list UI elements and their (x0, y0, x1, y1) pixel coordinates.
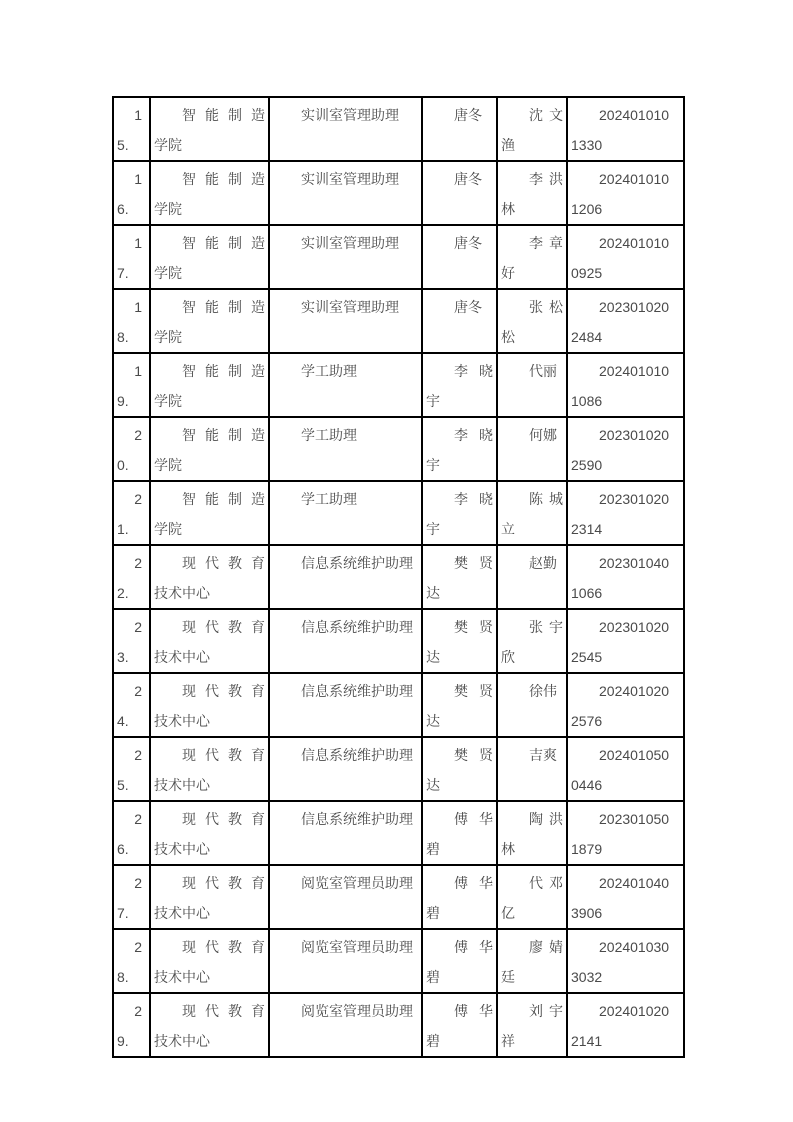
cell-line: 202301020 (599, 427, 670, 443)
cell-line: 傅华 (454, 875, 493, 891)
cell-line: 4. (117, 713, 129, 729)
cell-student-name (497, 609, 567, 673)
cell-line: 1206 (571, 201, 603, 217)
cell-line: 现代教育 (182, 1003, 265, 1019)
cell-student-name (497, 161, 567, 225)
cell-student-name (497, 801, 567, 865)
cell-line: 1879 (571, 841, 603, 857)
cell-department (150, 929, 269, 993)
cell-line: 2576 (571, 713, 603, 729)
cell-position (269, 673, 422, 737)
cell-line: 202401030 (599, 939, 670, 955)
cell-line: 技术中心 (154, 841, 210, 857)
cell-position (269, 801, 422, 865)
cell-line: 实训室管理助理 (301, 171, 399, 187)
cell-row-number (113, 801, 150, 865)
cell-line: 林 (501, 841, 515, 857)
cell-line: 2314 (571, 521, 603, 537)
cell-line: 李晓 (454, 427, 493, 443)
cell-line: 1 (134, 107, 142, 123)
cell-line: 宇 (426, 457, 440, 473)
cell-student-id (567, 481, 684, 545)
cell-row-number (113, 161, 150, 225)
table-row (113, 289, 684, 353)
cell-line: 202301050 (599, 811, 670, 827)
cell-line: 智能制造 (182, 363, 265, 379)
cell-line: 阅览室管理员助理 (301, 939, 413, 955)
cell-line: 达 (426, 777, 440, 793)
cell-line: 碧 (426, 841, 440, 857)
cell-line: 实训室管理助理 (301, 235, 399, 251)
cell-line: 亿 (501, 905, 515, 921)
cell-line: 张宇 (529, 619, 563, 635)
cell-line: 宇 (426, 393, 440, 409)
cell-line: 李晓 (454, 491, 493, 507)
cell-department (150, 801, 269, 865)
cell-line: 智能制造 (182, 107, 265, 123)
cell-line: 学院 (154, 457, 182, 473)
cell-department (150, 865, 269, 929)
table-row (113, 929, 684, 993)
table-row (113, 865, 684, 929)
cell-line: 202301020 (599, 619, 670, 635)
cell-line: 1 (134, 363, 142, 379)
cell-row-number (113, 609, 150, 673)
cell-line: 1 (134, 299, 142, 315)
cell-row-number (113, 545, 150, 609)
cell-line: 2484 (571, 329, 603, 345)
cell-row-number (113, 481, 150, 545)
cell-supervisor (422, 161, 497, 225)
cell-line: 技术中心 (154, 713, 210, 729)
cell-department (150, 993, 269, 1057)
cell-department (150, 673, 269, 737)
cell-line: 碧 (426, 969, 440, 985)
cell-row-number (113, 417, 150, 481)
cell-department (150, 545, 269, 609)
cell-student-name (497, 353, 567, 417)
cell-line: 技术中心 (154, 969, 210, 985)
cell-line: 唐冬 (454, 171, 482, 187)
cell-line: 达 (426, 585, 440, 601)
cell-line: 信息系统维护助理 (301, 555, 413, 571)
cell-line: 廷 (501, 969, 515, 985)
cell-student-id (567, 929, 684, 993)
cell-supervisor (422, 673, 497, 737)
cell-line: 2 (134, 619, 142, 635)
cell-student-id (567, 993, 684, 1057)
cell-line: 现代教育 (182, 747, 265, 763)
cell-department (150, 417, 269, 481)
cell-line: 2141 (571, 1033, 603, 1049)
cell-line: 2 (134, 939, 142, 955)
cell-department (150, 161, 269, 225)
cell-line: 智能制造 (182, 427, 265, 443)
cell-line: 7. (117, 265, 129, 281)
cell-position (269, 737, 422, 801)
cell-line: 202401010 (599, 107, 670, 123)
cell-line: 何娜 (529, 427, 557, 443)
cell-line: 5. (117, 777, 129, 793)
cell-supervisor (422, 289, 497, 353)
cell-line: 宇 (426, 521, 440, 537)
cell-line: 樊贤 (454, 683, 493, 699)
cell-department (150, 289, 269, 353)
cell-line: 技术中心 (154, 585, 210, 601)
cell-line: 立 (501, 521, 515, 537)
table-row (113, 417, 684, 481)
table-row (113, 609, 684, 673)
cell-line: 欣 (501, 649, 515, 665)
cell-line: 202301020 (599, 491, 670, 507)
cell-line: 信息系统维护助理 (301, 619, 413, 635)
cell-student-id (567, 97, 684, 161)
cell-line: 技术中心 (154, 905, 210, 921)
cell-student-id (567, 417, 684, 481)
table-row (113, 353, 684, 417)
cell-line: 5. (117, 137, 129, 153)
cell-line: 傅华 (454, 1003, 493, 1019)
cell-position (269, 609, 422, 673)
cell-line: 碧 (426, 905, 440, 921)
cell-line: 1066 (571, 585, 603, 601)
cell-student-id (567, 225, 684, 289)
cell-supervisor (422, 993, 497, 1057)
cell-line: 沈文 (529, 107, 563, 123)
cell-student-name (497, 97, 567, 161)
cell-position (269, 225, 422, 289)
cell-line: 现代教育 (182, 875, 265, 891)
cell-line: 吉爽 (529, 747, 557, 763)
cell-line: 张松 (529, 299, 563, 315)
cell-student-name (497, 673, 567, 737)
cell-supervisor (422, 737, 497, 801)
cell-line: 智能制造 (182, 299, 265, 315)
cell-line: 廖婧 (529, 939, 563, 955)
cell-student-name (497, 225, 567, 289)
cell-line: 学工助理 (301, 427, 357, 443)
cell-row-number (113, 865, 150, 929)
cell-line: 2 (134, 747, 142, 763)
cell-line: 赵勤 (529, 555, 557, 571)
cell-line: 代邓 (529, 875, 563, 891)
cell-line: 2 (134, 555, 142, 571)
cell-row-number (113, 225, 150, 289)
table-row (113, 481, 684, 545)
cell-line: 1086 (571, 393, 603, 409)
cell-line: 唐冬 (454, 235, 482, 251)
table-row (113, 801, 684, 865)
table-row (113, 545, 684, 609)
cell-student-name (497, 993, 567, 1057)
cell-line: 林 (501, 201, 515, 217)
cell-line: 徐伟 (529, 683, 557, 699)
cell-position (269, 417, 422, 481)
cell-department (150, 481, 269, 545)
cell-line: 202401020 (599, 1003, 670, 1019)
cell-line: 0. (117, 457, 129, 473)
cell-row-number (113, 929, 150, 993)
cell-student-name (497, 289, 567, 353)
cell-line: 渔 (501, 137, 515, 153)
cell-line: 学院 (154, 393, 182, 409)
cell-line: 0925 (571, 265, 603, 281)
cell-position (269, 993, 422, 1057)
table-row (113, 161, 684, 225)
cell-line: 现代教育 (182, 939, 265, 955)
cell-department (150, 97, 269, 161)
cell-row-number (113, 289, 150, 353)
cell-line: 2 (134, 875, 142, 891)
cell-student-name (497, 417, 567, 481)
cell-student-id (567, 737, 684, 801)
cell-student-name (497, 545, 567, 609)
cell-line: 7. (117, 905, 129, 921)
cell-student-id (567, 545, 684, 609)
cell-line: 实训室管理助理 (301, 107, 399, 123)
cell-line: 6. (117, 201, 129, 217)
cell-line: 樊贤 (454, 747, 493, 763)
cell-line: 2 (134, 683, 142, 699)
cell-student-id (567, 353, 684, 417)
cell-department (150, 737, 269, 801)
cell-line: 学工助理 (301, 491, 357, 507)
cell-line: 技术中心 (154, 1033, 210, 1049)
cell-line: 智能制造 (182, 171, 265, 187)
cell-line: 202401010 (599, 363, 670, 379)
cell-line: 202301040 (599, 555, 670, 571)
cell-line: 唐冬 (454, 299, 482, 315)
cell-position (269, 97, 422, 161)
cell-line: 9. (117, 1033, 129, 1049)
cell-supervisor (422, 609, 497, 673)
cell-line: 陶洪 (529, 811, 563, 827)
cell-line: 202301020 (599, 299, 670, 315)
cell-line: 信息系统维护助理 (301, 747, 413, 763)
cell-line: 2 (134, 1003, 142, 1019)
cell-line: 智能制造 (182, 235, 265, 251)
cell-position (269, 289, 422, 353)
cell-supervisor (422, 97, 497, 161)
cell-line: 学院 (154, 265, 182, 281)
cell-line: 2. (117, 585, 129, 601)
cell-supervisor (422, 545, 497, 609)
cell-position (269, 353, 422, 417)
cell-line: 2545 (571, 649, 603, 665)
cell-supervisor (422, 225, 497, 289)
cell-line: 现代教育 (182, 619, 265, 635)
cell-line: 8. (117, 329, 129, 345)
cell-row-number (113, 993, 150, 1057)
cell-line: 代丽 (529, 363, 557, 379)
cell-supervisor (422, 801, 497, 865)
cell-department (150, 225, 269, 289)
cell-line: 阅览室管理员助理 (301, 875, 413, 891)
table-row (113, 737, 684, 801)
cell-line: 学院 (154, 137, 182, 153)
cell-line: 3. (117, 649, 129, 665)
cell-line: 智能制造 (182, 491, 265, 507)
cell-line: 202401040 (599, 875, 670, 891)
cell-line: 陈城 (529, 491, 563, 507)
cell-position (269, 545, 422, 609)
cell-supervisor (422, 481, 497, 545)
cell-line: 学院 (154, 201, 182, 217)
cell-line: 现代教育 (182, 811, 265, 827)
cell-line: 学院 (154, 329, 182, 345)
cell-department (150, 609, 269, 673)
cell-student-name (497, 865, 567, 929)
cell-line: 阅览室管理员助理 (301, 1003, 413, 1019)
roster-table-body (113, 97, 684, 1057)
cell-row-number (113, 97, 150, 161)
cell-line: 达 (426, 713, 440, 729)
cell-row-number (113, 673, 150, 737)
cell-line: 0446 (571, 777, 603, 793)
cell-line: 2 (134, 491, 142, 507)
cell-line: 信息系统维护助理 (301, 683, 413, 699)
cell-position (269, 929, 422, 993)
table-row (113, 225, 684, 289)
cell-student-id (567, 289, 684, 353)
cell-line: 学院 (154, 521, 182, 537)
table-row (113, 993, 684, 1057)
cell-line: 1 (134, 171, 142, 187)
cell-line: 2590 (571, 457, 603, 473)
cell-line: 8. (117, 969, 129, 985)
cell-line: 3906 (571, 905, 603, 921)
cell-student-id (567, 673, 684, 737)
cell-row-number (113, 353, 150, 417)
cell-supervisor (422, 865, 497, 929)
table-row (113, 673, 684, 737)
cell-student-name (497, 929, 567, 993)
cell-line: 现代教育 (182, 555, 265, 571)
cell-line: 202401050 (599, 747, 670, 763)
cell-line: 2 (134, 427, 142, 443)
cell-line: 1 (134, 235, 142, 251)
cell-supervisor (422, 929, 497, 993)
cell-line: 好 (501, 265, 515, 281)
cell-line: 现代教育 (182, 683, 265, 699)
cell-student-id (567, 801, 684, 865)
cell-line: 信息系统维护助理 (301, 811, 413, 827)
cell-line: 李章 (529, 235, 563, 251)
cell-line: 樊贤 (454, 555, 493, 571)
cell-line: 樊贤 (454, 619, 493, 635)
cell-line: 3032 (571, 969, 603, 985)
cell-line: 碧 (426, 1033, 440, 1049)
cell-line: 6. (117, 841, 129, 857)
cell-row-number (113, 737, 150, 801)
cell-line: 李晓 (454, 363, 493, 379)
cell-line: 实训室管理助理 (301, 299, 399, 315)
cell-position (269, 865, 422, 929)
cell-position (269, 161, 422, 225)
cell-line: 2 (134, 811, 142, 827)
cell-line: 技术中心 (154, 649, 210, 665)
cell-student-id (567, 161, 684, 225)
cell-line: 学工助理 (301, 363, 357, 379)
cell-supervisor (422, 353, 497, 417)
cell-line: 1. (117, 521, 129, 537)
cell-line: 傅华 (454, 811, 493, 827)
cell-position (269, 481, 422, 545)
cell-line: 李洪 (529, 171, 563, 187)
cell-line: 傅华 (454, 939, 493, 955)
cell-line: 刘宇 (529, 1003, 563, 1019)
cell-student-name (497, 481, 567, 545)
cell-line: 松 (501, 329, 515, 345)
cell-line: 达 (426, 649, 440, 665)
cell-line: 祥 (501, 1033, 515, 1049)
cell-line: 202401020 (599, 683, 670, 699)
cell-line: 202401010 (599, 235, 670, 251)
cell-student-name (497, 737, 567, 801)
table-row (113, 97, 684, 161)
cell-line: 9. (117, 393, 129, 409)
cell-line: 技术中心 (154, 777, 210, 793)
roster-table (112, 96, 685, 1058)
cell-department (150, 353, 269, 417)
cell-line: 202401010 (599, 171, 670, 187)
cell-student-id (567, 609, 684, 673)
cell-line: 唐冬 (454, 107, 482, 123)
cell-line: 1330 (571, 137, 603, 153)
cell-supervisor (422, 417, 497, 481)
cell-student-id (567, 865, 684, 929)
